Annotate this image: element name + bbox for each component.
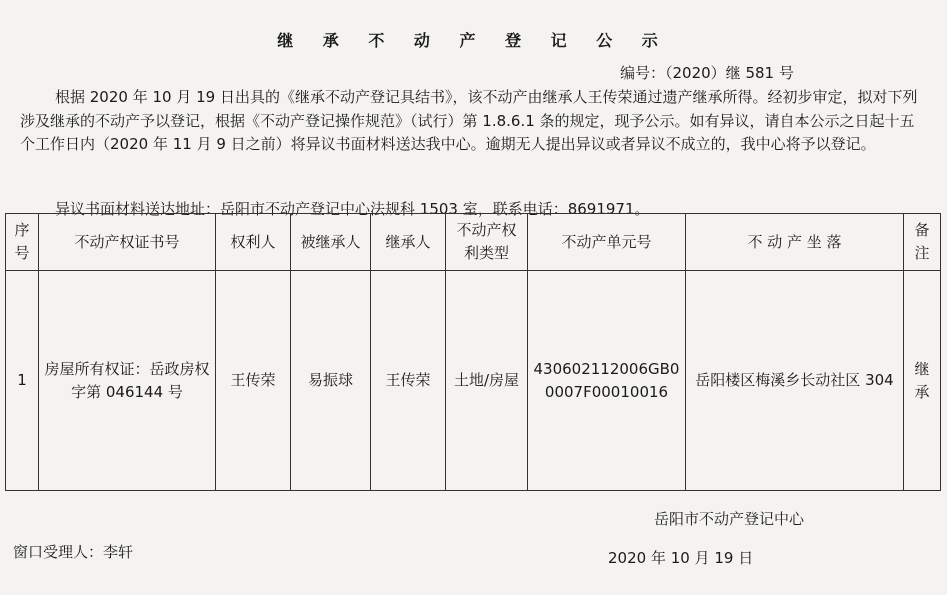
col-header-right-type: 不动产权利类型 xyxy=(446,214,528,271)
window-receiver: 窗口受理人：李轩 xyxy=(13,543,134,561)
col-header-remark: 备注 xyxy=(904,214,941,271)
document-number: 编号：（2020）继 581 号 xyxy=(620,64,794,82)
col-header-unit-no: 不动产单元号 xyxy=(528,214,686,271)
objection-address: 异议书面材料送达地址：岳阳市不动产登记中心法规科 1503 室，联系电话：8691971。 xyxy=(55,200,650,218)
cell-cert: 房屋所有权证：岳政房权字第 046144 号 xyxy=(39,271,216,491)
cell-inherited-from: 易振球 xyxy=(291,271,371,491)
table-row xyxy=(6,271,941,491)
cell-unit-no: 430602112006GB00007F00010016 xyxy=(528,271,686,491)
cell-remark: 继承 xyxy=(904,271,941,491)
notice-body: 根据 2020 年 10 月 19 日出具的《继承不动产登记具结书》，该不动产由继承人王传荣通过遗产继承所得。经初步审定，拟对下列涉及继承的不动产予以登记，根据《不动产登记操作规范》（试行）第 1.8.6.1 条的规定，现予公示。如有异议，请自本公示之日起十五个工作日内（2020 年 11 月 9 日之前）将异议书面材料送达我中心。逾期无人提出异议或者异议不成立的，我中心将予以登记。 xyxy=(20,88,918,153)
col-header-holder: 权利人 xyxy=(216,214,291,271)
cell-right-type: 土地/房屋 xyxy=(446,271,528,491)
cell-holder: 王传荣 xyxy=(216,271,291,491)
col-header-inherited-from: 被继承人 xyxy=(291,214,371,271)
table-header-row xyxy=(6,214,941,271)
issuing-organization: 岳阳市不动产登记中心 xyxy=(654,510,805,528)
cell-seq: 1 xyxy=(6,271,39,491)
col-header-location: 不 动 产 坐 落 xyxy=(686,214,904,271)
cell-heir: 王传荣 xyxy=(371,271,446,491)
col-header-seq: 序号 xyxy=(6,214,39,271)
col-header-heir: 继承人 xyxy=(371,214,446,271)
cell-location: 岳阳楼区梅溪乡长动社区 304 xyxy=(686,271,904,491)
page-title: 继 承 不 动 产 登 记 公 示 xyxy=(277,31,670,50)
registration-table xyxy=(5,213,941,491)
col-header-cert: 不动产权证书号 xyxy=(39,214,216,271)
issue-date: 2020 年 10 月 19 日 xyxy=(608,549,754,567)
